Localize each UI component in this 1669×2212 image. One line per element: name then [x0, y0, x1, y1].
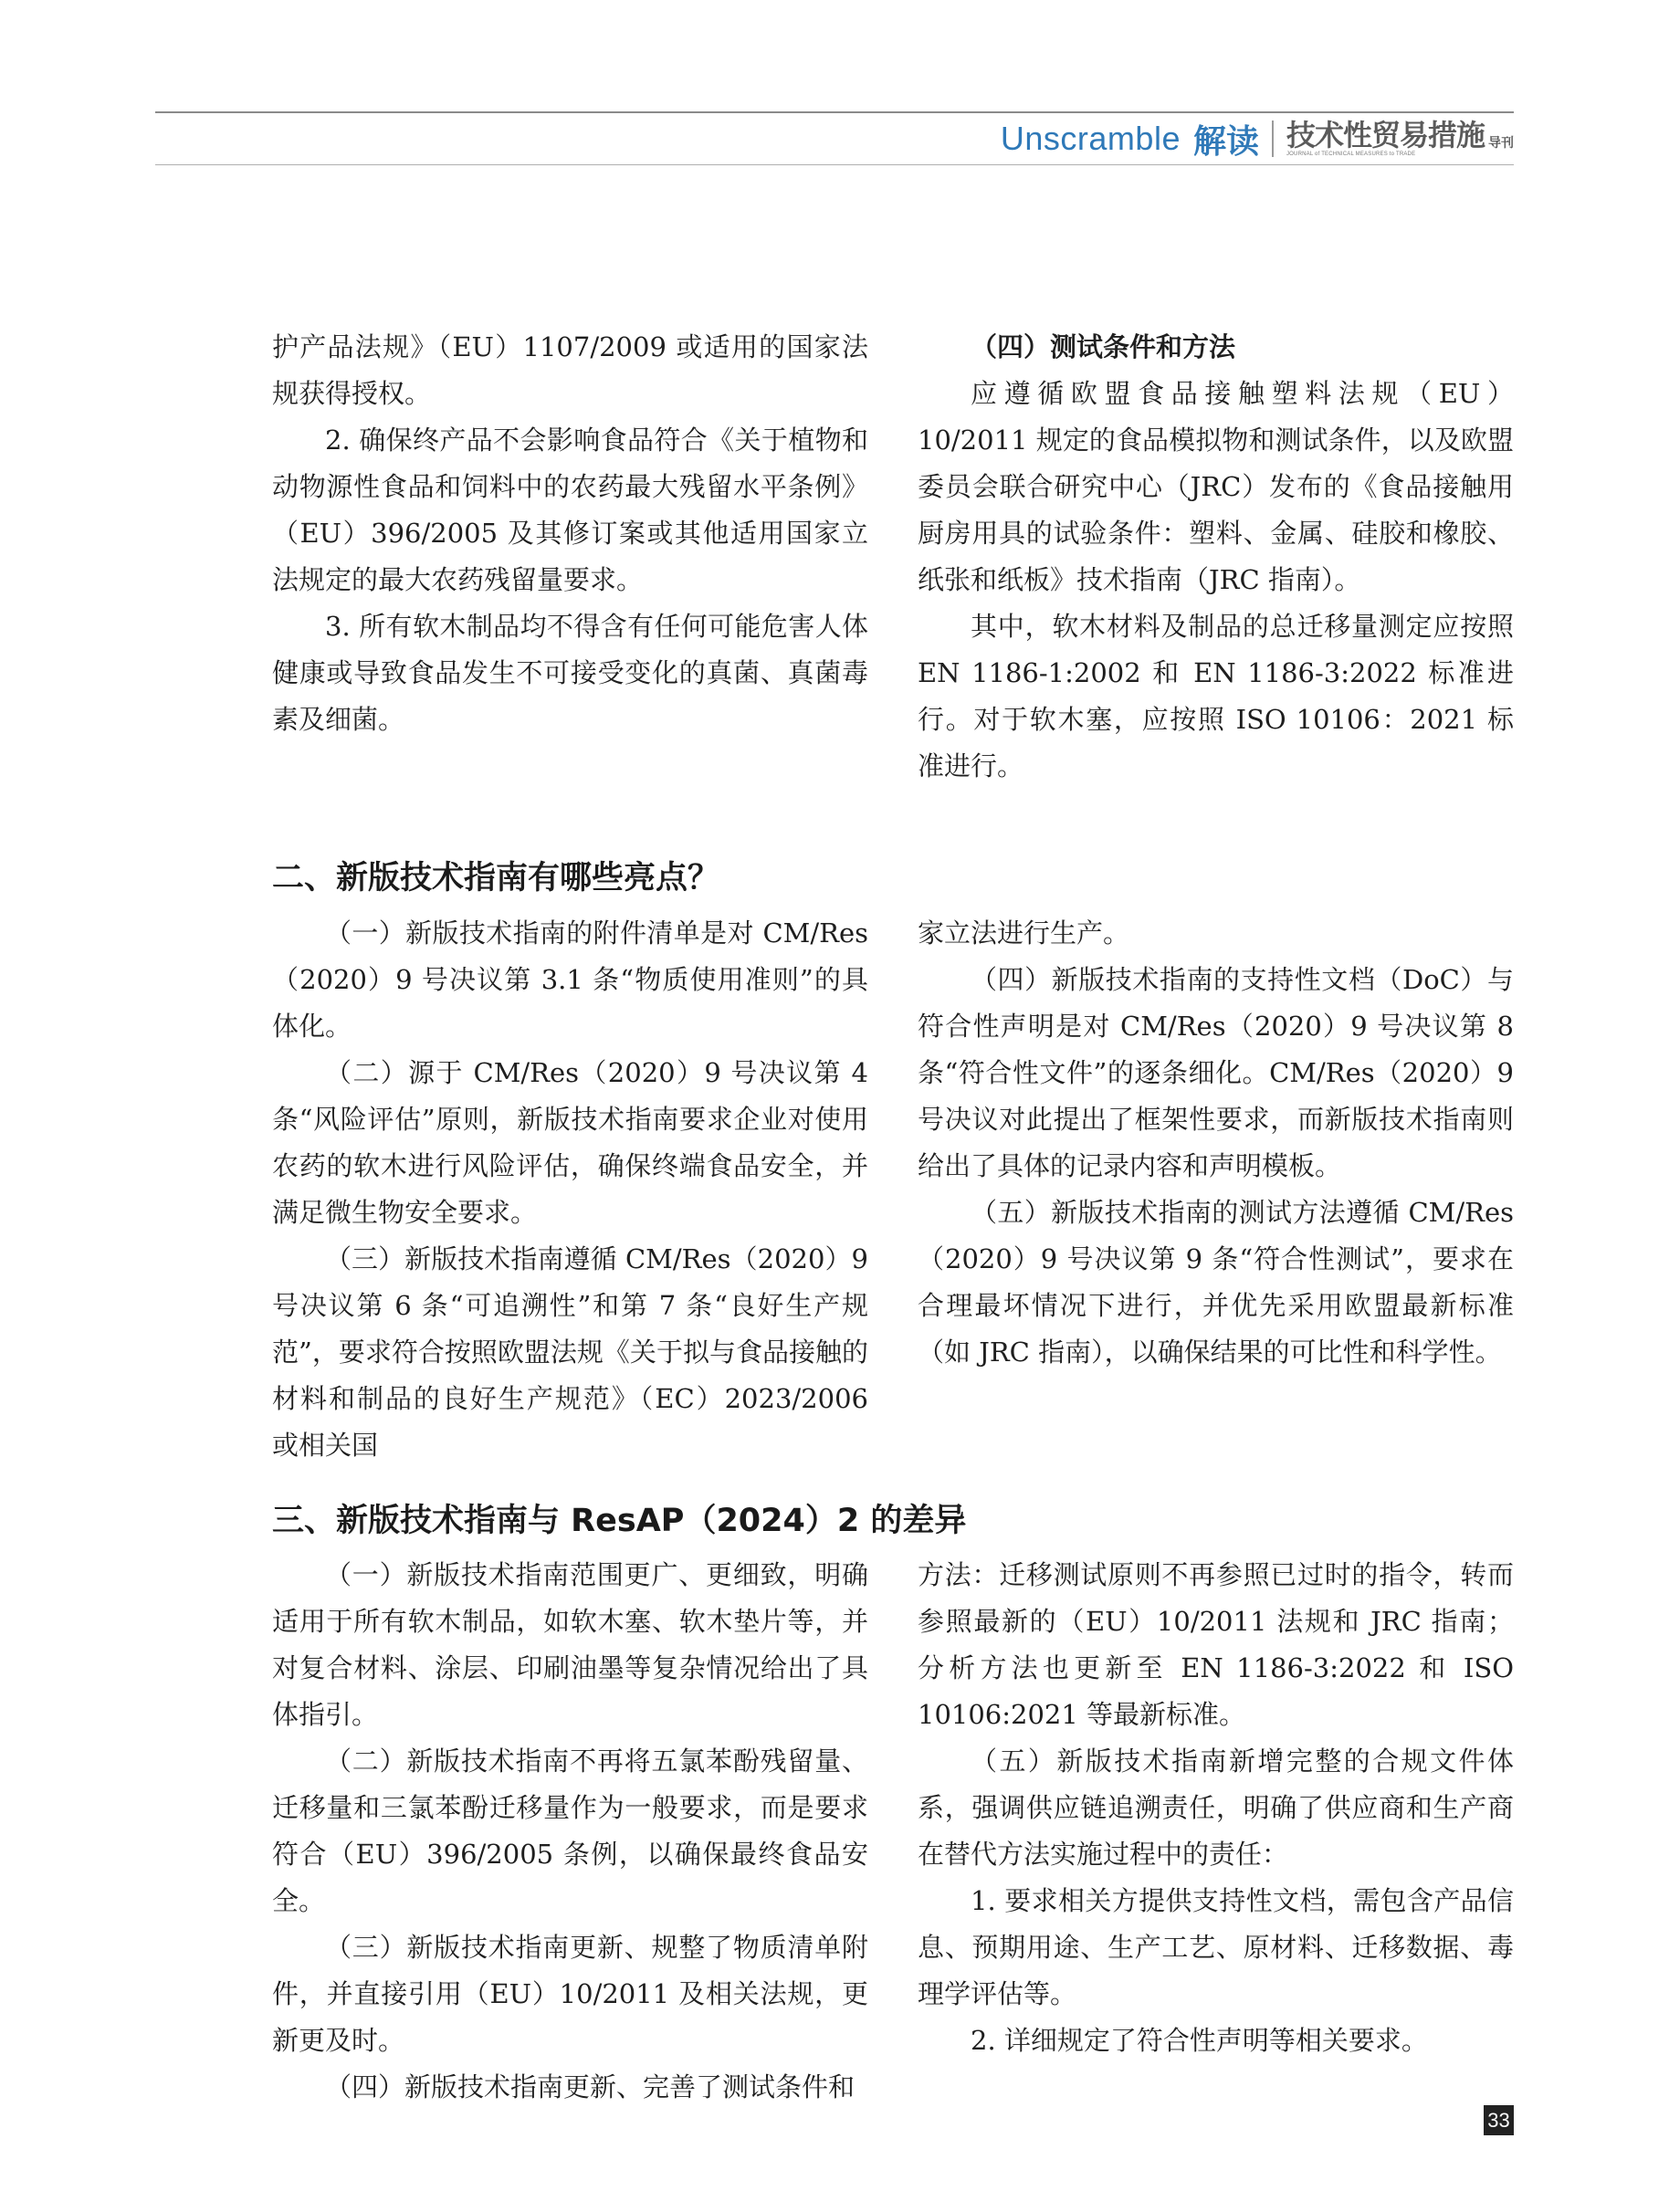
paragraph: 3. 所有软木制品均不得含有任何可能危害人体健康或导致食品发生不可接受变化的真菌、真菌毒素及细菌。 — [272, 611, 868, 735]
section2-right-column — [918, 910, 1514, 1376]
header-divider — [1272, 121, 1274, 157]
paragraph: 2. 确保终产品不会影响食品符合《关于植物和动物源性食品和饲料中的农药最大残留水平条例》（EU）396/2005 及其修订案或其他适用国家立法规定的最大农药残留量要求。 — [272, 425, 868, 595]
paragraph: （四）新版技术指南的支持性文档（DoC）与符合性声明是对 CM/Res（2020）9 号决议第 8 条“符合性文件”的逐条细化。CM/Res（2020）9 号决议对此提出了框架性要求，而新版技术指南则给出了具体的记录内容和声明模板。 — [918, 964, 1514, 1181]
journal-name-cn: 技术性贸易措施 — [1286, 118, 1485, 152]
top-right-column — [918, 324, 1514, 790]
paragraph: （一）新版技术指南范围更广、更细致，明确适用于所有软木制品，如软木塞、软木垫片等，并对复合材料、涂层、印刷油墨等复杂情况给出了具体指引。 — [272, 1559, 868, 1730]
paragraph: （一）新版技术指南的附件清单是对 CM/Res（2020）9 号决议第 3.1 条“物质使用准则”的具体化。 — [272, 917, 868, 1042]
header-section-cn: 解读 — [1192, 122, 1259, 161]
paragraph: 2. 详细规定了符合性声明等相关要求。 — [971, 2025, 1428, 2056]
header-top-rule — [155, 111, 1514, 113]
paragraph: （三）新版技术指南遵循 CM/Res（2020）9 号决议第 6 条“可追溯性”和第 7 条“良好生产规范”，要求符合按照欧盟法规《关于拟与食品接触的材料和制品的良好生产规范》（EC）2023/2006 或相关国 — [272, 1243, 868, 1461]
subsection-heading: （四）测试条件和方法 — [971, 331, 1236, 362]
header-section-en: Unscramble — [1000, 120, 1181, 157]
paragraph: 护产品法规》（EU）1107/2009 或适用的国家法规获得授权。 — [272, 331, 868, 409]
paragraph: （四）新版技术指南更新、完善了测试条件和 — [325, 2071, 855, 2102]
paragraph: 1. 要求相关方提供支持性文档，需包含产品信息、预期用途、生产工艺、原材料、迁移数据、毒理学评估等。 — [918, 1885, 1514, 2009]
paragraph: （二）源于 CM/Res（2020）9 号决议第 4 条“风险评估”原则，新版技术指南要求企业对使用农药的软木进行风险评估，确保终端食品安全，并满足微生物安全要求。 — [272, 1057, 868, 1228]
paragraph: 方法：迁移测试原则不再参照已过时的指令，转而参照最新的（EU）10/2011 法规和 JRC 指南；分析方法也更新至 EN 1186-3:2022 和 ISO 10106:2021 等最新标准。 — [918, 1559, 1514, 1730]
paragraph: （二）新版技术指南不再将五氯苯酚残留量、迁移量和三氯苯酚迁移量作为一般要求，而是要求符合（EU）396/2005 条例，以确保最终食品安全。 — [272, 1745, 868, 1916]
section2-left-column — [272, 910, 868, 1469]
paragraph: （五）新版技术指南的测试方法遵循 CM/Res（2020）9 号决议第 9 条“符合性测试”，要求在合理最坏情况下进行，并优先采用欧盟最新标准（如 JRC 指南），以确保结果的可比性和科学性。 — [918, 1197, 1514, 1368]
paragraph: 其中，软木材料及制品的总迁移量测定应按照 EN 1186-1:2002 和 EN 1186-3:2022 标准进行。对于软木塞，应按照 ISO 10106：2021 标准进行。 — [918, 611, 1514, 781]
journal-logo — [1286, 118, 1514, 157]
section3-left-column — [272, 1552, 868, 2111]
running-header — [1001, 117, 1514, 161]
journal-name-en: JOURNAL of TECHNICAL MEASURES to TRADE — [1286, 152, 1416, 157]
header-bottom-rule — [155, 164, 1514, 165]
paragraph: 应遵循欧盟食品接触塑料法规（EU）10/2011 规定的食品模拟物和测试条件，以及欧盟委员会联合研究中心（JRC）发布的《食品接触用厨房用具的试验条件：塑料、金属、硅胶和橡胶、纸张和纸板》技术指南（JRC 指南）。 — [918, 378, 1514, 595]
paragraph: 家立法进行生产。 — [918, 917, 1130, 949]
top-left-column — [272, 324, 868, 743]
journal-name-suffix: 导刊 — [1488, 136, 1514, 151]
section-heading: 三、新版技术指南与 ResAP（2024）2 的差异 — [272, 1503, 967, 1539]
section-heading: 二、新版技术指南有哪些亮点？ — [272, 860, 720, 896]
paragraph: （三）新版技术指南更新、规整了物质清单附件，并直接引用（EU）10/2011 及相关法规，更新更及时。 — [272, 1932, 868, 2056]
paragraph: （五）新版技术指南新增完整的合规文件体系，强调供应链追溯责任，明确了供应商和生产商在替代方法实施过程中的责任： — [918, 1745, 1514, 1870]
section3-right-column — [918, 1552, 1514, 2064]
page-number: 33 — [1484, 2105, 1514, 2135]
